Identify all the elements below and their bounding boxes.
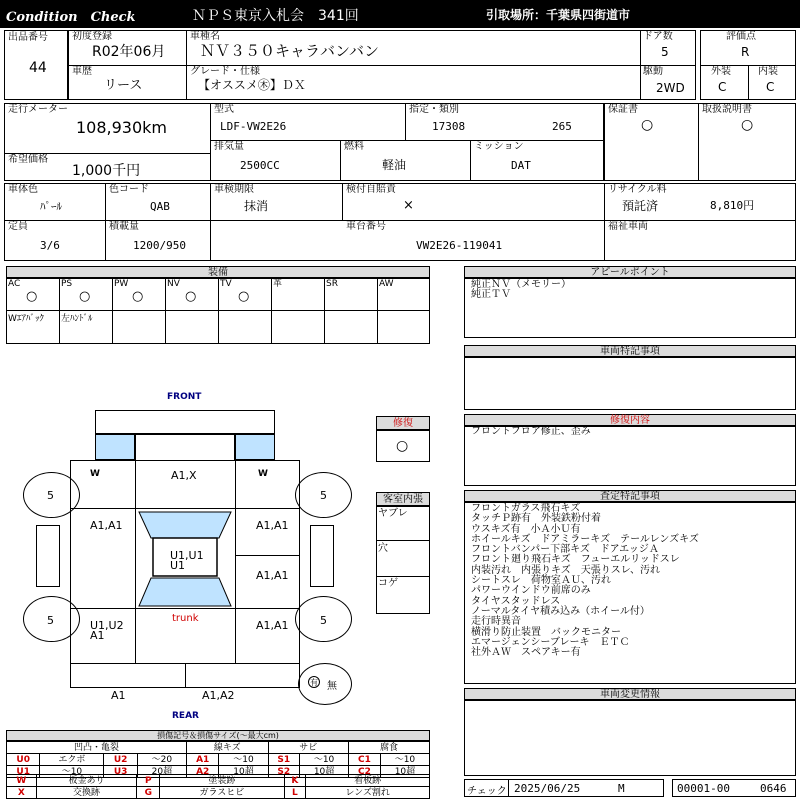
tire-front-right: 5 — [320, 489, 327, 502]
equipment-label-ps: PS — [61, 279, 73, 289]
interior-hole: 穴 — [378, 543, 388, 554]
special-notes-box — [464, 357, 796, 410]
interior-tear: ヤブレ — [378, 508, 408, 519]
inspection-line: 走行時異音 — [471, 616, 521, 628]
recycle-fee: 8,810円 — [710, 199, 755, 212]
equipment-label-aw: AW — [379, 279, 394, 289]
front-label: FRONT — [167, 392, 202, 402]
warranty-mark: ○ — [641, 117, 654, 133]
equipment-label-sr: SR — [326, 279, 338, 289]
legend-group: 線キズ — [186, 742, 268, 754]
inspection-line: 横滑り防止装置 バックモニター — [471, 626, 621, 638]
legend-header: 損傷記号＆損傷サイズ(〜最大cm) — [6, 730, 430, 741]
lot-box: 出品番号 44 — [4, 30, 68, 100]
equipment-mark: ○ — [185, 289, 197, 304]
equipment-label-pw: PW — [114, 279, 129, 289]
interior-box — [376, 506, 430, 614]
change-info-header: 車両変更情報 — [464, 688, 796, 700]
interior-burn: コゲ — [378, 578, 398, 589]
equipment-mark: ○ — [132, 289, 144, 304]
seating-capacity: 3/6 — [40, 239, 60, 252]
damage-right-front-door: A1,A1 — [256, 519, 289, 532]
inspection-line: フロントバンパー下部キズ ドアエッジＡ — [471, 544, 659, 556]
damage-roof-2: U1 — [170, 559, 186, 572]
inspection-line: ホイールキズ ドアミラーキズ テールレンズキズ — [471, 533, 699, 545]
chassis-number: VW2E26-119041 — [416, 239, 503, 252]
tire-front-left: 5 — [47, 489, 54, 502]
inspection-line: タイヤスタッドレス — [471, 595, 561, 607]
equipment-mark: ○ — [79, 289, 91, 304]
door-count: 5 — [661, 45, 669, 59]
w-mark-right: W — [258, 469, 268, 479]
first-registration: R02年06月 — [92, 44, 166, 60]
grade-spec: 【オススメ㊍】ＤＸ — [198, 78, 306, 92]
equipment-mark: ○ — [26, 289, 38, 304]
desired-price: 1,000千円 — [72, 163, 141, 179]
appeal-box — [464, 278, 796, 338]
trunk-label: trunk — [172, 613, 199, 624]
special-notes-header: 車両特記事項 — [464, 345, 796, 357]
equipment-header: 装備 — [6, 266, 430, 278]
load-capacity: 1200/950 — [133, 239, 186, 252]
insurance-mark: × — [403, 198, 414, 213]
equipment-label-ac: AC — [8, 279, 21, 289]
equipment-label-革: 革 — [273, 279, 283, 289]
inspection-expiry: 抹消 — [244, 199, 269, 213]
equipment-extra: 左ﾊﾝﾄﾞﾙ — [61, 314, 93, 324]
inspection-line: 社外ＡＷ スペアキー有 — [471, 647, 581, 659]
repair-header: 修復 — [376, 416, 430, 430]
code-2: 0646 — [760, 782, 787, 795]
inspection-line: エマージェンシーブレーキ ＥＴＣ — [471, 636, 630, 648]
damage-left-rear-2: A1 — [90, 629, 105, 642]
inspection-line: パワーウインドウ前席のみ — [471, 585, 591, 597]
appeal-line: 純正ＴＶ — [471, 289, 511, 301]
equipment-extra: Wｴｱﾊﾞｯｸ — [8, 314, 44, 324]
header-bar — [0, 0, 800, 28]
spare-present: 有 — [310, 678, 318, 687]
exterior-grade: C — [718, 80, 727, 94]
legend-group: サビ — [268, 742, 349, 754]
spare-none: 無 — [327, 681, 337, 692]
legend-table: 凹凸・亀裂 線キズ サビ 腐食 U0 エクボ U2 〜20 A1 〜10 S1 〜10 C1 〜10 U1 〜10 U3 20超 A2 10超 S2 10超 C2 10超 — [6, 741, 430, 778]
evaluation-score: R — [741, 45, 750, 59]
spec-number: 17308 — [432, 120, 466, 133]
transmission: DAT — [511, 159, 531, 172]
displacement: 2500CC — [240, 159, 280, 172]
color-code: QAB — [150, 200, 170, 213]
rear-label: REAR — [172, 711, 199, 721]
damage-right-rear: A1,A1 — [256, 619, 289, 632]
w-mark-left: W — [90, 469, 100, 479]
interior-header: 客室内張 — [376, 492, 430, 506]
inspection-line: フロント廻り飛石キズ フューエルリッドスレ — [471, 554, 680, 566]
body-color: ﾊﾟｰﾙ — [40, 200, 62, 213]
check-label: チェック — [467, 786, 507, 797]
auction-title: ＮＰＳ東京入札会 341回 — [192, 8, 359, 24]
check-date: 2025/06/25 — [514, 782, 581, 795]
class-number: 265 — [552, 120, 572, 133]
pickup-location: 引取場所：千葉県四街道市 — [486, 8, 631, 22]
recycle-status: 預託済 — [622, 199, 659, 213]
equipment-label-tv: TV — [220, 279, 232, 289]
fuel-type: 軽油 — [382, 158, 407, 172]
legend-group: 腐食 — [349, 742, 430, 754]
damage-rear-right: A1,A2 — [202, 689, 235, 702]
change-info-box — [464, 700, 796, 776]
repair-content-box — [464, 426, 796, 486]
vehicle-history: リース — [104, 78, 143, 93]
repair-content-header: 修復内容 — [464, 414, 796, 426]
interior-grade: C — [766, 80, 775, 94]
inspection-line: シートスレ 荷物室ＡＵ、汚れ — [471, 575, 611, 587]
drive-type: 2WD — [656, 81, 685, 95]
repair-mark: ○ — [396, 438, 409, 454]
tire-rear-left: 5 — [47, 614, 54, 627]
damage-rear-left: A1 — [111, 689, 126, 702]
inspection-line: ノーマルタイヤ積み込み（ホイール付） — [471, 605, 650, 617]
mileage: 108,930km — [76, 118, 168, 137]
damage-hood: A1,X — [171, 469, 197, 482]
inspection-line: タッチＰ跡有 外装鉄粉付着 — [471, 513, 601, 525]
repair-box — [376, 430, 430, 462]
tire-rear-right: 5 — [320, 614, 327, 627]
legend-group: 凹凸・亀裂 — [7, 742, 187, 754]
equipment-label-nv: NV — [167, 279, 180, 289]
manual-mark: ○ — [741, 117, 754, 133]
damage-roof: U1,U1 — [170, 549, 204, 562]
appeal-header: アピールポイント — [464, 266, 796, 278]
inspection-notes-box — [464, 502, 796, 684]
lot-number: 44 — [29, 60, 47, 76]
model-code: LDF-VW2E26 — [220, 120, 287, 133]
inspection-notes-header: 査定特記事項 — [464, 490, 796, 502]
inspection-line: ウスキズ有 小Ａ小Ｕ有 — [471, 523, 581, 535]
brand-title: Condition Check — [6, 10, 136, 25]
code-1: 00001-00 — [677, 782, 730, 795]
appeal-line: 純正ＮＶ（メモリー） — [471, 279, 571, 290]
vehicle-name: ＮＶ３５０キャラバンバン — [200, 42, 379, 60]
check-mark: M — [618, 782, 625, 795]
legend-marks-table: W 板金あり P 塗装跡 K 看板跡 X 交換跡 G ガラスヒビ L レンズ割れ — [6, 774, 430, 799]
damage-right-rear-door: A1,A1 — [256, 569, 289, 582]
repair-content-text: フロントフロア修正、歪み — [471, 426, 591, 437]
inspection-line: フロントガラス飛石キズ — [471, 503, 581, 514]
damage-left-rear: U1,U2 — [90, 619, 124, 632]
equipment-mark: ○ — [238, 289, 250, 304]
inspection-line: 内装汚れ 内張りキズ 天張りスレ、汚れ — [471, 564, 660, 576]
damage-left-front-door: A1,A1 — [90, 519, 123, 532]
